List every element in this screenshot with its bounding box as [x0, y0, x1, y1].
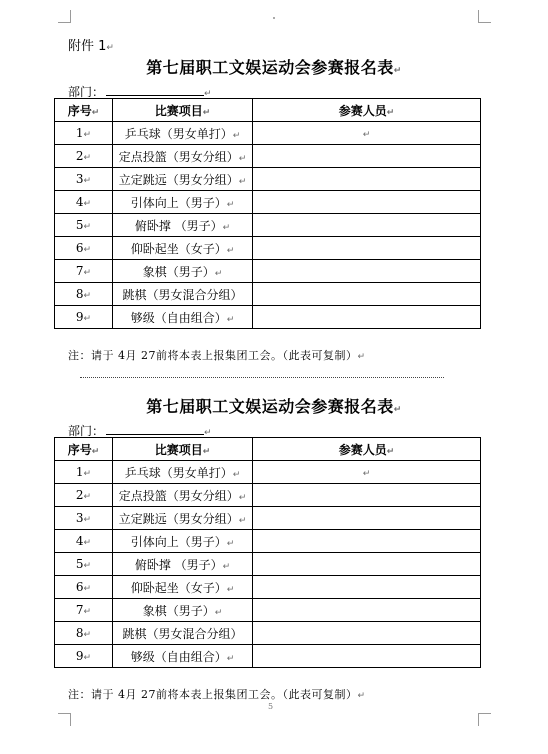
cell-event	[113, 168, 253, 191]
table-row	[55, 530, 481, 553]
crop-mark-top-right	[478, 10, 491, 23]
header-participants-text: 参赛人员	[338, 442, 387, 457]
cell-no	[55, 214, 113, 237]
table-row	[55, 576, 481, 599]
crop-mark-bottom-right	[478, 713, 491, 726]
header-marker	[273, 17, 275, 19]
cell-event-text: 象棋（男子）	[142, 603, 215, 618]
cell-participants[interactable]	[253, 145, 481, 168]
table-row	[55, 168, 481, 191]
cell-no-text: 8	[75, 626, 84, 640]
cell-no	[55, 484, 113, 507]
table-row	[55, 260, 481, 283]
cell-event-text: 定点投篮（男女分组）	[118, 149, 239, 164]
cell-event-text: 乒乓球（男女单打）	[124, 465, 233, 480]
cell-event-text: 仰卧起坐（女子）	[130, 580, 227, 595]
cell-no-text: 9	[75, 649, 84, 663]
table-row	[55, 214, 481, 237]
cell-no-text: 6	[75, 580, 84, 594]
cell-participants[interactable]	[253, 576, 481, 599]
registration-form-2	[0, 394, 548, 714]
table-header-row	[55, 99, 481, 122]
cell-mark: ↵	[214, 268, 223, 279]
cell-participants[interactable]	[253, 306, 481, 329]
cell-participants[interactable]	[253, 530, 481, 553]
cell-mark: ↵	[226, 584, 235, 595]
cell-no	[55, 260, 113, 283]
cell-no	[55, 122, 113, 145]
attachment-label	[68, 35, 114, 54]
cell-event	[113, 191, 253, 214]
cell-no-text: 2	[75, 149, 84, 163]
paragraph-mark: ↵	[393, 66, 402, 76]
cell-event-text: 够级（自由组合）	[130, 310, 227, 325]
attachment-label-text: 附件 1	[68, 39, 107, 54]
header-participants-text: 参赛人员	[338, 103, 387, 118]
cell-mark: ↵	[386, 107, 395, 118]
cell-mark: ↵	[214, 607, 223, 618]
cell-event-text: 定点投篮（男女分组）	[118, 488, 239, 503]
page-number: 5	[268, 702, 274, 711]
cell-mark: ↵	[83, 176, 92, 186]
table-row	[55, 191, 481, 214]
cell-mark: ↵	[83, 469, 92, 479]
cell-mark: ↵	[83, 130, 92, 140]
cell-participants[interactable]	[253, 599, 481, 622]
cell-no	[55, 599, 113, 622]
cell-mark: ↵	[83, 199, 92, 209]
cell-event-text: 引体向上（男子）	[130, 195, 227, 210]
header-event	[113, 438, 253, 461]
cell-mark: ↵	[83, 314, 92, 324]
cell-event-text: 立定跳远（男女分组）	[118, 172, 239, 187]
table-row	[55, 461, 481, 484]
form-note-text: 注：请于 4月 27前将本表上报集团工会。（此表可复制）	[68, 349, 358, 362]
cell-mark: ↵	[83, 630, 92, 640]
cell-event-text: 跳棋（男女混合分组）	[122, 626, 243, 641]
form-title	[0, 55, 548, 78]
form-title-text: 第七届职工文娱运动会参赛报名表	[146, 58, 394, 77]
cell-no	[55, 507, 113, 530]
cell-no-text: 1	[75, 465, 84, 479]
cell-mark: ↵	[83, 561, 92, 571]
cell-no	[55, 645, 113, 668]
cell-participants[interactable]	[253, 168, 481, 191]
department-input-line[interactable]	[106, 84, 204, 96]
header-no-text: 序号	[67, 442, 92, 457]
form-note	[68, 347, 366, 363]
cell-event	[113, 145, 253, 168]
cell-mark: ↵	[83, 245, 92, 255]
header-no-text: 序号	[67, 103, 92, 118]
cell-mark: ↵	[91, 107, 100, 118]
crop-mark-bottom-left	[58, 713, 71, 726]
cell-mark: ↵	[202, 107, 211, 118]
table-row	[55, 599, 481, 622]
cell-mark: ↵	[238, 515, 247, 526]
header-participants	[253, 438, 481, 461]
cell-no	[55, 530, 113, 553]
cell-event-text: 仰卧起坐（女子）	[130, 241, 227, 256]
paragraph-mark: ↵	[357, 691, 366, 701]
department-label: 部门：	[68, 85, 105, 99]
table-row	[55, 507, 481, 530]
table-header-row	[55, 438, 481, 461]
cell-event	[113, 599, 253, 622]
paragraph-mark: ↵	[393, 405, 402, 415]
cell-no	[55, 283, 113, 306]
cell-mark: ↵	[226, 199, 235, 210]
cell-mark: ↵	[226, 314, 235, 325]
cell-participants[interactable]	[253, 484, 481, 507]
table-row	[55, 484, 481, 507]
cell-participants[interactable]	[253, 237, 481, 260]
cell-mark: ↵	[226, 653, 235, 664]
cell-event	[113, 306, 253, 329]
cell-mark: ↵	[202, 446, 211, 457]
table-row	[55, 622, 481, 645]
paragraph-mark: ↵	[106, 43, 114, 53]
cell-no-text: 4	[75, 195, 84, 209]
cell-event-text: 跳棋（男女混合分组）	[122, 287, 243, 302]
form-title-text: 第七届职工文娱运动会参赛报名表	[146, 397, 394, 416]
cell-event	[113, 622, 253, 645]
cell-no-text: 3	[75, 511, 84, 525]
cell-event	[113, 484, 253, 507]
cell-no	[55, 461, 113, 484]
cell-mark: ↵	[83, 222, 92, 232]
cell-mark: ↵	[226, 538, 235, 549]
cell-mark: ↵	[386, 446, 395, 457]
cell-mark: ↵	[238, 176, 247, 187]
cell-no-text: 6	[75, 241, 84, 255]
cell-no	[55, 576, 113, 599]
header-no	[55, 438, 113, 461]
header-event-text: 比赛项目	[154, 103, 203, 118]
cell-participants[interactable]	[253, 283, 481, 306]
cell-mark: ↵	[83, 153, 92, 163]
header-participants	[253, 99, 481, 122]
table-row	[55, 145, 481, 168]
table-row	[55, 122, 481, 145]
cell-participants[interactable]	[253, 645, 481, 668]
cell-mark: ↵	[362, 130, 371, 140]
cell-mark: ↵	[83, 538, 92, 548]
cell-event	[113, 576, 253, 599]
cell-event-text: 象棋（男子）	[142, 264, 215, 279]
cell-no-text: 3	[75, 172, 84, 186]
cell-event	[113, 461, 253, 484]
cell-mark: ↵	[83, 268, 92, 278]
cell-mark: ↵	[83, 584, 92, 594]
cell-mark: ↵	[232, 469, 241, 480]
form-note-text: 注：请于 4月 27前将本表上报集团工会。（此表可复制）	[68, 688, 358, 701]
cell-mark: ↵	[91, 446, 100, 457]
paragraph-mark: ↵	[204, 428, 212, 438]
cell-participants[interactable]	[253, 507, 481, 530]
cell-no-text: 2	[75, 488, 84, 502]
registration-table	[54, 98, 481, 329]
table-row	[55, 306, 481, 329]
cell-mark: ↵	[238, 492, 247, 503]
header-no	[55, 99, 113, 122]
cell-event	[113, 507, 253, 530]
cell-no	[55, 191, 113, 214]
cell-event	[113, 122, 253, 145]
cell-participants[interactable]	[253, 214, 481, 237]
cell-event-text: 俯卧撑 （男子）	[134, 218, 223, 233]
cell-participants[interactable]	[253, 122, 481, 145]
department-input-line[interactable]	[106, 423, 204, 435]
cell-event-text: 俯卧撑 （男子）	[134, 557, 223, 572]
cell-no-text: 5	[75, 557, 84, 571]
cell-no-text: 4	[75, 534, 84, 548]
cell-event	[113, 645, 253, 668]
cut-line-divider	[80, 377, 444, 378]
cell-no-text: 1	[75, 126, 84, 140]
cell-event-text: 够级（自由组合）	[130, 649, 227, 664]
cell-no-text: 8	[75, 287, 84, 301]
table-row	[55, 237, 481, 260]
cell-mark: ↵	[83, 653, 92, 663]
registration-table	[54, 437, 481, 668]
cell-mark: ↵	[83, 492, 92, 502]
cell-no	[55, 168, 113, 191]
cell-mark: ↵	[226, 245, 235, 256]
table-row	[55, 553, 481, 576]
cell-no-text: 5	[75, 218, 84, 232]
cell-event-text: 引体向上（男子）	[130, 534, 227, 549]
cell-event-text: 立定跳远（男女分组）	[118, 511, 239, 526]
cell-no	[55, 622, 113, 645]
cell-participants[interactable]	[253, 191, 481, 214]
cell-mark: ↵	[362, 469, 371, 479]
cell-event	[113, 530, 253, 553]
header-event-text: 比赛项目	[154, 442, 203, 457]
cell-mark: ↵	[83, 291, 92, 301]
cell-event	[113, 260, 253, 283]
form-title	[0, 394, 548, 417]
header-event	[113, 99, 253, 122]
form-note	[68, 686, 366, 702]
cell-event	[113, 283, 253, 306]
cell-participants[interactable]	[253, 260, 481, 283]
cell-no	[55, 145, 113, 168]
cell-mark: ↵	[222, 222, 231, 233]
table-row	[55, 645, 481, 668]
paragraph-mark: ↵	[204, 89, 212, 99]
cell-participants[interactable]	[253, 622, 481, 645]
crop-mark-top-left	[58, 10, 71, 23]
cell-no-text: 7	[75, 264, 84, 278]
registration-form-1	[0, 55, 548, 375]
cell-mark: ↵	[83, 515, 92, 525]
cell-event	[113, 237, 253, 260]
department-label: 部门：	[68, 424, 105, 438]
cell-event	[113, 553, 253, 576]
cell-participants[interactable]	[253, 461, 481, 484]
table-row	[55, 283, 481, 306]
cell-mark: ↵	[232, 130, 241, 141]
cell-participants[interactable]	[253, 553, 481, 576]
cell-event-text: 乒乓球（男女单打）	[124, 126, 233, 141]
cell-no	[55, 237, 113, 260]
cell-mark: ↵	[222, 561, 231, 572]
cell-no-text: 9	[75, 310, 84, 324]
cell-event	[113, 214, 253, 237]
cell-mark: ↵	[83, 607, 92, 617]
cell-no	[55, 553, 113, 576]
cell-no-text: 7	[75, 603, 84, 617]
cell-no	[55, 306, 113, 329]
paragraph-mark: ↵	[357, 352, 366, 362]
cell-mark: ↵	[238, 153, 247, 164]
